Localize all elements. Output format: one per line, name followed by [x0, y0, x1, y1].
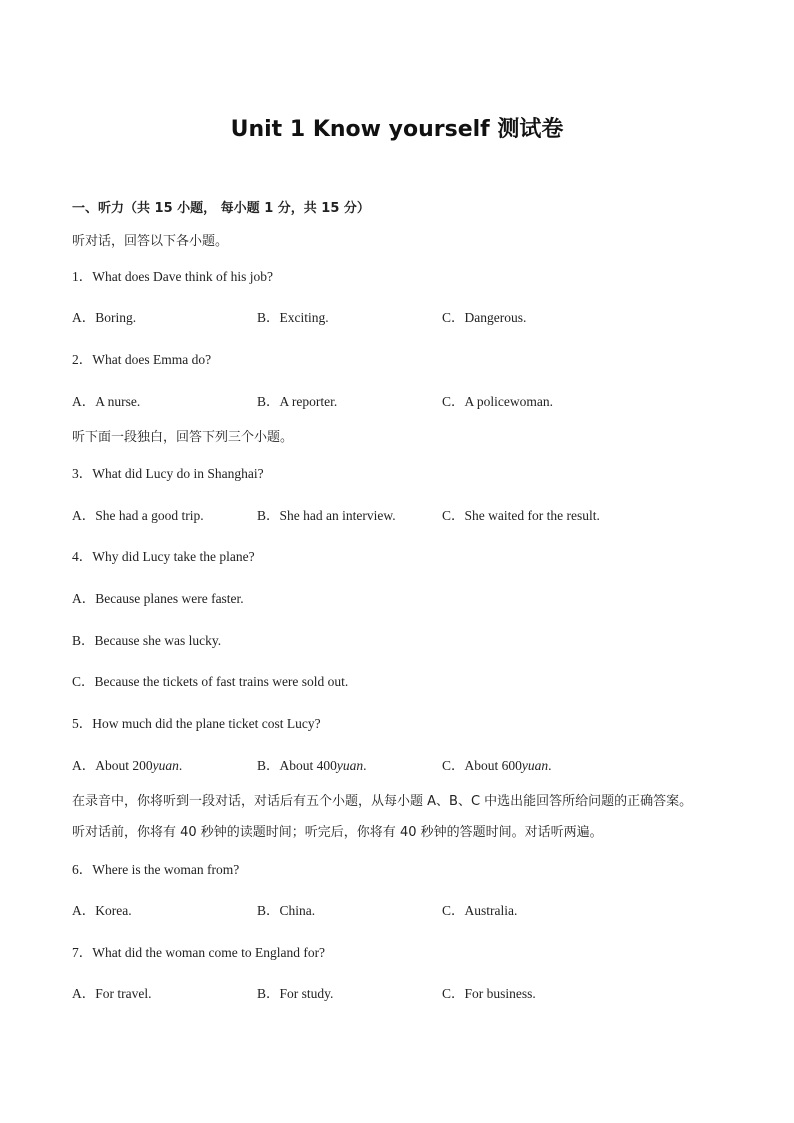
- option-b[interactable]: B．Exciting.: [257, 310, 329, 325]
- question-6: 6．Where is the woman from?: [72, 862, 240, 877]
- option-b[interactable]: B．A reporter.: [257, 394, 338, 409]
- instruction-2: 听下面一段独白，回答下列三个小题。: [72, 430, 294, 445]
- question-6-options: [72, 899, 752, 917]
- question-4-option-b[interactable]: B．Because she was lucky.: [72, 633, 222, 648]
- question-7: 7．What did the woman come to England for?: [72, 945, 326, 960]
- question-4-option-a[interactable]: A．Because planes were faster.: [72, 591, 244, 606]
- option-c[interactable]: C．Dangerous.: [442, 310, 527, 325]
- instruction-3-line-2: 听对话前，你将有 40 秒钟的读题时间；听完后，你将有 40 秒钟的答题时间。对话听两遍。: [72, 825, 603, 840]
- option-a[interactable]: A．About 200yuan.: [72, 758, 183, 773]
- option-a[interactable]: A．A nurse.: [72, 394, 141, 409]
- instruction-1: 听对话，回答以下各小题。: [72, 234, 229, 249]
- question-1-options: [72, 306, 752, 324]
- option-b[interactable]: B．China.: [257, 903, 316, 918]
- question-5: 5．How much did the plane ticket cost Lucy?: [72, 716, 321, 731]
- option-a[interactable]: A．Boring.: [72, 310, 137, 325]
- instruction-3-line-1: 在录音中，你将听到一段对话，对话后有五个小题，从每小题 A、B、C 中选出能回答所给问题的正确答案。: [72, 794, 693, 809]
- option-c[interactable]: C．About 600yuan.: [442, 758, 552, 773]
- question-4: 4．Why did Lucy take the plane?: [72, 549, 255, 564]
- option-c[interactable]: C．Australia.: [442, 903, 518, 918]
- option-b[interactable]: B．For study.: [257, 986, 334, 1001]
- question-7-options: [72, 982, 752, 1000]
- option-a[interactable]: A．She had a good trip.: [72, 508, 204, 523]
- page-title: Unit 1 Know yourself 测试卷: [230, 117, 564, 142]
- question-4-option-c[interactable]: C．Because the tickets of fast trains were sold out.: [72, 674, 349, 689]
- question-1: 1．What does Dave think of his job?: [72, 269, 273, 284]
- option-b[interactable]: B．She had an interview.: [257, 508, 396, 523]
- question-2: 2．What does Emma do?: [72, 352, 212, 367]
- option-a[interactable]: A．For travel.: [72, 986, 152, 1001]
- section-heading-listening: 一、听力（共 15 小题， 每小题 1 分，共 15 分）: [72, 201, 370, 216]
- question-5-options: [72, 754, 752, 772]
- option-c[interactable]: C．A policewoman.: [442, 394, 553, 409]
- option-a[interactable]: A．Korea.: [72, 903, 132, 918]
- question-2-options: [72, 390, 752, 408]
- option-b[interactable]: B．About 400yuan.: [257, 758, 367, 773]
- option-c[interactable]: C．For business.: [442, 986, 536, 1001]
- question-3-options: [72, 504, 752, 522]
- option-c[interactable]: C．She waited for the result.: [442, 508, 600, 523]
- question-3: 3．What did Lucy do in Shanghai?: [72, 466, 264, 481]
